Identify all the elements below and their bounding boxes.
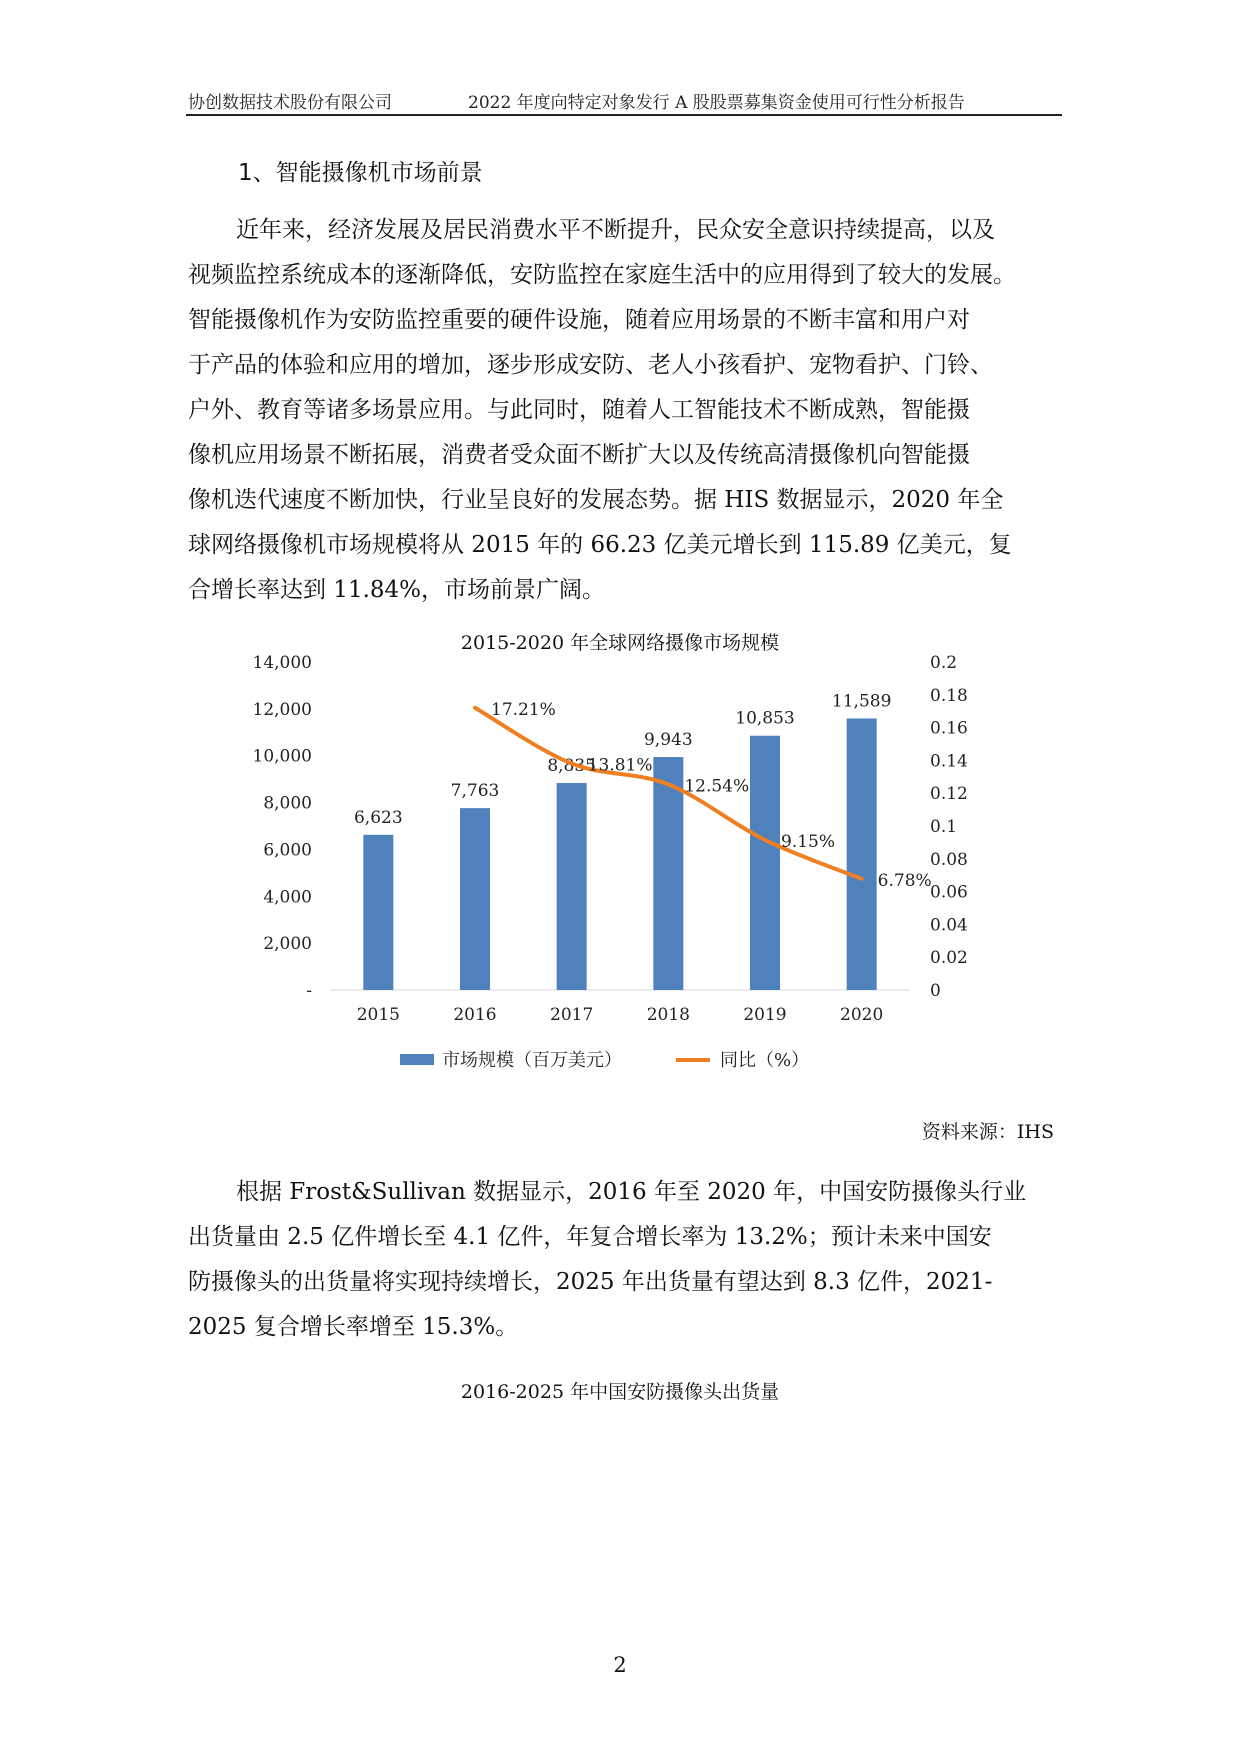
legend-bar-swatch — [400, 1054, 434, 1065]
y-left-tick-label: - — [306, 981, 312, 1001]
bar-data-label: 10,853 — [735, 708, 795, 729]
paragraph-line: 出货量由 2.5 亿件增长至 4.1 亿件，年复合增长率为 13.2%；预计未来中国安 — [188, 1224, 992, 1250]
y-left-tick-label: 2,000 — [263, 934, 312, 955]
paragraph-line: 视频监控系统成本的逐渐降低，安防监控在家庭生活中的应用得到了较大的发展。 — [188, 262, 1016, 288]
x-tick-label: 2020 — [840, 1005, 884, 1025]
y-left-tick-label: 14,000 — [252, 653, 312, 673]
y-right-tick-label: 0.18 — [930, 685, 968, 706]
bar — [460, 808, 490, 990]
section-heading: 1、智能摄像机市场前景 — [238, 160, 483, 186]
y-right-tick-label: 0.1 — [930, 817, 958, 837]
paragraph-line: 于产品的体验和应用的增加，逐步形成安防、老人小孩看护、宠物看护、门铃、 — [188, 352, 993, 378]
line-data-label: 13.81% — [587, 755, 653, 776]
y-right-tick-label: 0.04 — [930, 915, 968, 936]
paragraph-line: 根据 Frost&Sullivan 数据显示，2016 年至 2020 年，中国安防摄像头行业 — [236, 1179, 1027, 1205]
paragraph-line: 近年来，经济发展及居民消费水平不断提升，民众安全意识持续提高，以及 — [236, 217, 995, 243]
x-tick-label: 2015 — [356, 1005, 400, 1025]
line-data-label: 17.21% — [491, 699, 556, 720]
y-left-tick-label: 4,000 — [263, 887, 312, 908]
legend-bar-label: 市场规模（百万美元） — [442, 1050, 622, 1071]
paragraph-line: 防摄像头的出货量将实现持续增长，2025 年出货量有望达到 8.3 亿件，2021- — [188, 1269, 993, 1295]
bar-data-label: 6,623 — [353, 807, 403, 828]
y-right-tick-label: 0.08 — [930, 849, 968, 870]
bar-data-label: 7,763 — [450, 781, 500, 802]
source-note: 资料来源：IHS — [921, 1121, 1054, 1143]
paragraph-line: 合增长率达到 11.84%，市场前景广阔。 — [188, 577, 606, 603]
y-left-tick-label: 6,000 — [263, 840, 312, 861]
paragraph-line: 户外、教育等诸多场景应用。与此同时，随着人工智能技术不断成熟，智能摄 — [188, 397, 970, 423]
bar — [847, 718, 877, 990]
y-right-tick-label: 0.16 — [930, 718, 968, 739]
y-left-tick-label: 8,000 — [263, 793, 312, 814]
paragraph-2 — [188, 1170, 1068, 1350]
bar-data-label: 8,835 — [547, 756, 597, 777]
paragraph-line: 像机应用场景不断拓展，消费者受众面不断扩大以及传统高清摄像机向智能摄 — [188, 442, 970, 468]
x-tick-label: 2017 — [550, 1005, 594, 1025]
line-data-label: 12.54% — [684, 776, 750, 797]
bar-data-label: 9,943 — [643, 730, 693, 751]
paragraph-line: 2025 复合增长率增至 15.3%。 — [188, 1314, 519, 1340]
bar — [557, 783, 587, 990]
header-report-title: 2022 年度向特定对象发行 A 股股票募集资金使用可行性分析报告 — [468, 93, 965, 113]
header-divider — [186, 114, 1062, 116]
y-right-tick-label: 0.2 — [930, 653, 958, 673]
line-data-label: 6.78% — [877, 870, 932, 891]
y-right-tick-label: 0.14 — [930, 751, 968, 772]
x-tick-label: 2018 — [646, 1005, 690, 1025]
x-tick-label: 2019 — [743, 1005, 787, 1025]
page-number: 2 — [613, 1653, 627, 1677]
paragraph-line: 智能摄像机作为安防监控重要的硬件设施，随着应用场景的不断丰富和用户对 — [188, 307, 970, 333]
bar-data-label: 11,589 — [831, 691, 892, 712]
bar — [363, 835, 393, 990]
chart-title: 2015-2020 年全球网络摄像市场规模 — [460, 632, 780, 654]
chart2-title: 2016-2025 年中国安防摄像头出货量 — [460, 1381, 780, 1403]
bar — [653, 757, 683, 990]
header-company: 协创数据技术股份有限公司 — [188, 93, 392, 113]
y-left-tick-label: 12,000 — [252, 699, 312, 720]
y-left-tick-label: 10,000 — [252, 746, 312, 767]
line-data-label: 9.15% — [781, 831, 836, 852]
market-size-chart — [230, 650, 990, 1080]
paragraph-line: 像机迭代速度不断加快，行业呈良好的发展态势。据 HIS 数据显示，2020 年全 — [188, 487, 1004, 513]
x-tick-label: 2016 — [453, 1005, 497, 1025]
paragraph-1 — [188, 208, 1068, 613]
y-right-tick-label: 0.02 — [930, 948, 968, 969]
legend-line-label: 同比（%） — [720, 1050, 810, 1071]
bar — [750, 736, 780, 990]
y-right-tick-label: 0.12 — [930, 784, 968, 805]
paragraph-line: 球网络摄像机市场规模将从 2015 年的 66.23 亿美元增长到 115.89 亿美元，复 — [188, 532, 1012, 558]
y-right-tick-label: 0 — [930, 981, 941, 1001]
y-right-tick-label: 0.06 — [930, 882, 968, 903]
